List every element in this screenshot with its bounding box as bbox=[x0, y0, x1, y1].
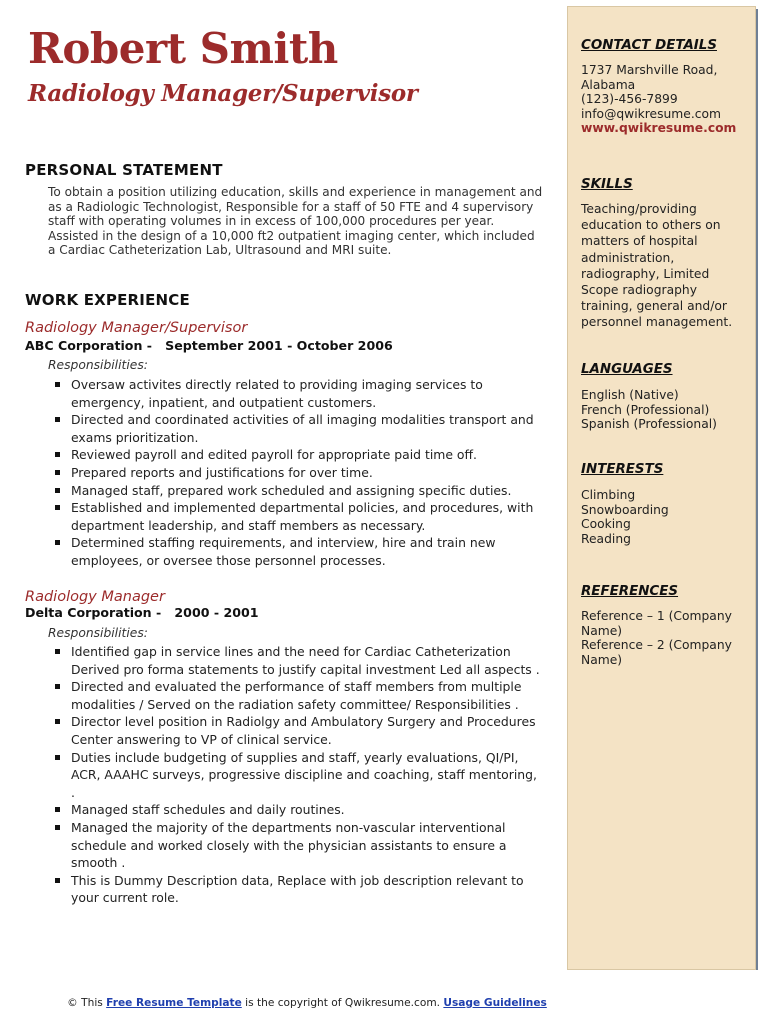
footer-prefix: © This bbox=[67, 997, 107, 1009]
list-item: Directed and coordinated activities of all imaging modalities transport and exams prioritization. bbox=[52, 411, 544, 446]
contact-heading: CONTACT DETAILS bbox=[581, 38, 717, 53]
list-item: Spanish (Professional) bbox=[581, 417, 717, 431]
job-responsibilities-list bbox=[52, 643, 544, 907]
contact-address: 1737 Marshville Road, Alabama bbox=[581, 63, 718, 92]
list-item: English (Native) bbox=[581, 388, 679, 402]
contact-details bbox=[581, 63, 749, 136]
job-company-dates: ABC Corporation - September 2001 - October 2006 bbox=[25, 338, 393, 353]
list-item: Reference – 1 (Company Name) bbox=[581, 609, 732, 638]
list-item: Identified gap in service lines and the need for Cardiac Catheterization Derived pro forma statements to justify capital investment Led all aspects . bbox=[52, 643, 544, 678]
list-item: Managed the majority of the departments non-vascular interventional schedule and worked closely with the physician assistants to ensure a smooth . bbox=[52, 819, 544, 872]
list-item: Determined staffing requirements, and interview, hire and train new employees, or oversee those personnel processes. bbox=[52, 534, 544, 569]
skills-text: Teaching/providing education to others on matters of hospital administration, radiography, Limited Scope radiography training, general and/or personnel management. bbox=[581, 202, 733, 330]
responsibilities-label: Responsibilities: bbox=[48, 358, 148, 372]
interests-list bbox=[581, 488, 749, 546]
usage-guidelines-link[interactable]: Usage Guidelines bbox=[443, 997, 547, 1009]
list-item: Reading bbox=[581, 531, 631, 546]
languages-list bbox=[581, 388, 749, 432]
references-heading: REFERENCES bbox=[581, 584, 679, 599]
job-responsibilities-list bbox=[52, 376, 544, 570]
list-item: Director level position in Radiolgy and Ambulatory Surgery and Procedures Center answering to VP of clinical service. bbox=[52, 713, 544, 748]
work-experience-heading: WORK EXPERIENCE bbox=[25, 291, 190, 309]
references-list bbox=[581, 609, 749, 667]
list-item: Directed and evaluated the performance of staff members from multiple modalities / Served on the radiation safety committee/ Responsibilities . bbox=[52, 678, 544, 713]
contact-email[interactable]: info@qwikresume.com bbox=[581, 106, 722, 121]
job-title: Radiology Manager/Supervisor bbox=[25, 320, 248, 336]
list-item: Cooking bbox=[581, 517, 631, 531]
list-item: Managed staff, prepared work scheduled and assigning specific duties. bbox=[52, 482, 544, 500]
list-item: French (Professional) bbox=[581, 402, 710, 417]
list-item: Managed staff schedules and daily routines. bbox=[52, 801, 544, 819]
personal-statement-heading: PERSONAL STATEMENT bbox=[25, 161, 223, 179]
responsibilities-label: Responsibilities: bbox=[48, 626, 148, 640]
list-item: Reviewed payroll and edited payroll for appropriate paid time off. bbox=[52, 446, 544, 464]
list-item: Climbing bbox=[581, 488, 636, 502]
contact-website[interactable]: www.qwikresume.com bbox=[581, 121, 737, 135]
footer-middle: is the copyright of Qwikresume.com. bbox=[241, 997, 444, 1009]
list-item: Oversaw activites directly related to providing imaging services to emergency, inpatient, and outpatient customers. bbox=[52, 376, 544, 411]
list-item: Snowboarding bbox=[581, 502, 669, 517]
sidebar bbox=[567, 6, 756, 970]
skills-heading: SKILLS bbox=[581, 177, 633, 192]
job-title: Radiology Manager bbox=[25, 589, 165, 605]
free-resume-template-link[interactable]: Free Resume Template bbox=[106, 997, 242, 1009]
list-item: Reference – 2 (Company Name) bbox=[581, 638, 732, 667]
list-item: Established and implemented departmental policies, and procedures, with department leadership, and staff members as necessary. bbox=[52, 499, 544, 534]
list-item: This is Dummy Description data, Replace with job description relevant to your current role. bbox=[52, 872, 544, 907]
list-item: Prepared reports and justifications for over time. bbox=[52, 464, 544, 482]
contact-phone: (123)-456-7899 bbox=[581, 92, 678, 106]
personal-statement-text: To obtain a position utilizing education, skills and experience in management and as a Radiologic Technologist, Responsible for a staff of 50 FTE and 4 supervisory staff with operating volumes in in excess of 100,000 procedures per year. Assisted in the design of a 10,000 ft2 outpatient imaging center, which included a Cardiac Catheterization Lab, Ultrasound and MRI suite. bbox=[48, 185, 543, 257]
footer-copyright bbox=[0, 997, 614, 1009]
job-company-dates: Delta Corporation - 2000 - 2001 bbox=[25, 605, 259, 620]
languages-heading: LANGUAGES bbox=[581, 362, 673, 377]
list-item: Duties include budgeting of supplies and staff, yearly evaluations, QI/PI, ACR, AAAHC surveys, progressive discipline and coaching, staff mentoring, . bbox=[52, 749, 544, 802]
candidate-name: Robert Smith bbox=[28, 24, 338, 73]
interests-heading: INTERESTS bbox=[581, 462, 664, 477]
candidate-title: Radiology Manager/Supervisor bbox=[28, 80, 418, 107]
